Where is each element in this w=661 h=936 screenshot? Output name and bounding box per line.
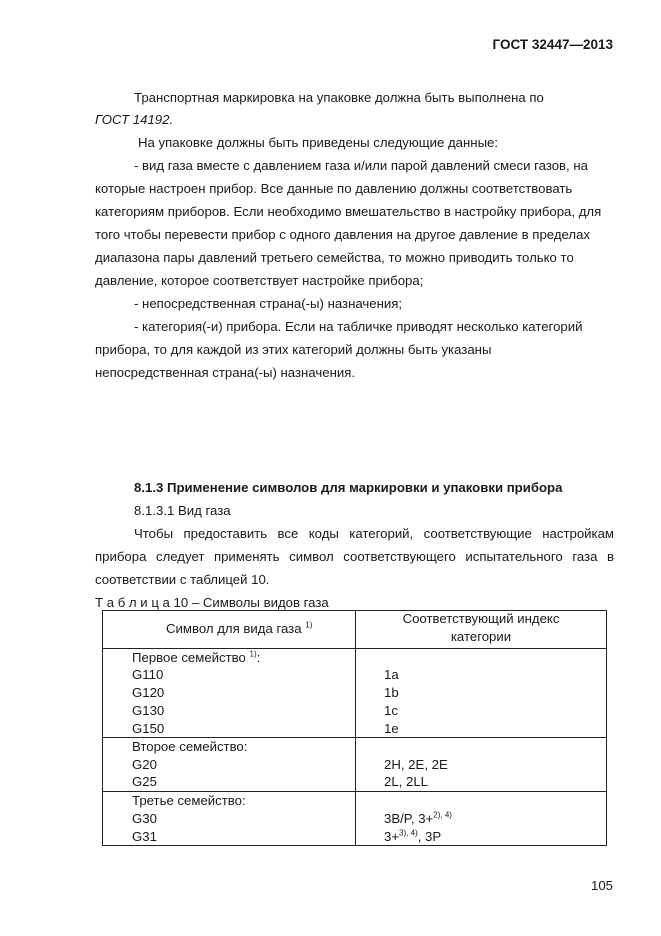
- section-paragraph-line: соответствии с таблицей 10.: [95, 572, 270, 587]
- table-header-symbol: Символ для вида газа $^{1)}$: [166, 620, 313, 636]
- table-caption: Т а б л и ц а 10 – Символы видов газа: [95, 595, 329, 610]
- table-symbol: G31: [132, 829, 157, 844]
- page-number: 105: [590, 878, 613, 893]
- table-symbol: G25: [132, 774, 157, 789]
- body-line: Транспортная маркировка на упаковке должна быть выполнена по: [134, 90, 544, 105]
- table-family-label: Третье семейство:: [132, 793, 246, 808]
- body-line: - вид газа вместе с давлением газа и/или парой давлений смеси газов, на: [134, 158, 589, 173]
- body-line: непосредственная страна(-ы) назначения.: [95, 365, 356, 380]
- table-symbol: G30: [132, 811, 157, 826]
- table-index: 3B/P, 3+$^{2), 4)}$: [384, 810, 452, 826]
- section-title: 8.1.3 Применение символов для маркировки и упаковки прибора: [134, 480, 563, 495]
- table-symbol: G130: [132, 703, 165, 718]
- body-line: которые настроен прибор. Все данные по давлению должны соответствовать: [95, 181, 573, 196]
- table-index: 1c: [384, 703, 398, 718]
- body-line: того чтобы перевести прибор с одного давления на другое давление в пределах: [95, 227, 591, 242]
- body-line: категориям приборов. Если необходимо вмешательство в настройку прибора, для: [95, 204, 602, 219]
- body-line: диапазона пары давлений третьего семейства, то можно приводить только то: [95, 250, 574, 265]
- table-index: 1b: [384, 685, 399, 700]
- body-line: На упаковке должны быть приведены следующие данные:: [138, 135, 499, 150]
- table-index: 3+$^{3), 4)}$, 3P: [384, 828, 442, 844]
- table-index: 2H, 2E, 2E: [384, 757, 448, 772]
- table-family-label: Второе семейство:: [132, 739, 248, 754]
- table-header-index: Соответствующий индекс: [402, 611, 560, 626]
- table-header-index: категории: [450, 629, 512, 644]
- section-paragraph-line: Чтобы предоставить все коды категорий, соответствующие настройкам: [134, 526, 614, 541]
- body-line: ГОСТ 14192.: [95, 112, 174, 127]
- table-symbol: G150: [132, 721, 165, 736]
- body-line: прибора, то для каждой из этих категорий должны быть указаны: [95, 342, 492, 357]
- body-line: - категория(-и) прибора. Если на табличке приводят несколько категорий: [134, 319, 583, 334]
- table-index: 1a: [384, 667, 399, 682]
- table-symbol: G20: [132, 757, 157, 772]
- table-symbol: G120: [132, 685, 165, 700]
- table-symbol: G110: [132, 667, 164, 682]
- body-line: - непосредственная страна(-ы) назначения;: [134, 296, 403, 311]
- table-family-label: Первое семейство $^{1)}$:: [132, 649, 261, 665]
- body-line: давление, которое соответствует настройке прибора;: [95, 273, 424, 288]
- table-index: 1e: [384, 721, 399, 736]
- section-subtitle: 8.1.3.1 Вид газа: [134, 503, 231, 518]
- table-index: 2L, 2LL: [384, 774, 428, 789]
- document-code: ГОСТ 32447—2013: [492, 37, 613, 52]
- section-paragraph-line: прибора следует применять символ соответствующего испытательного газа в: [95, 549, 614, 564]
